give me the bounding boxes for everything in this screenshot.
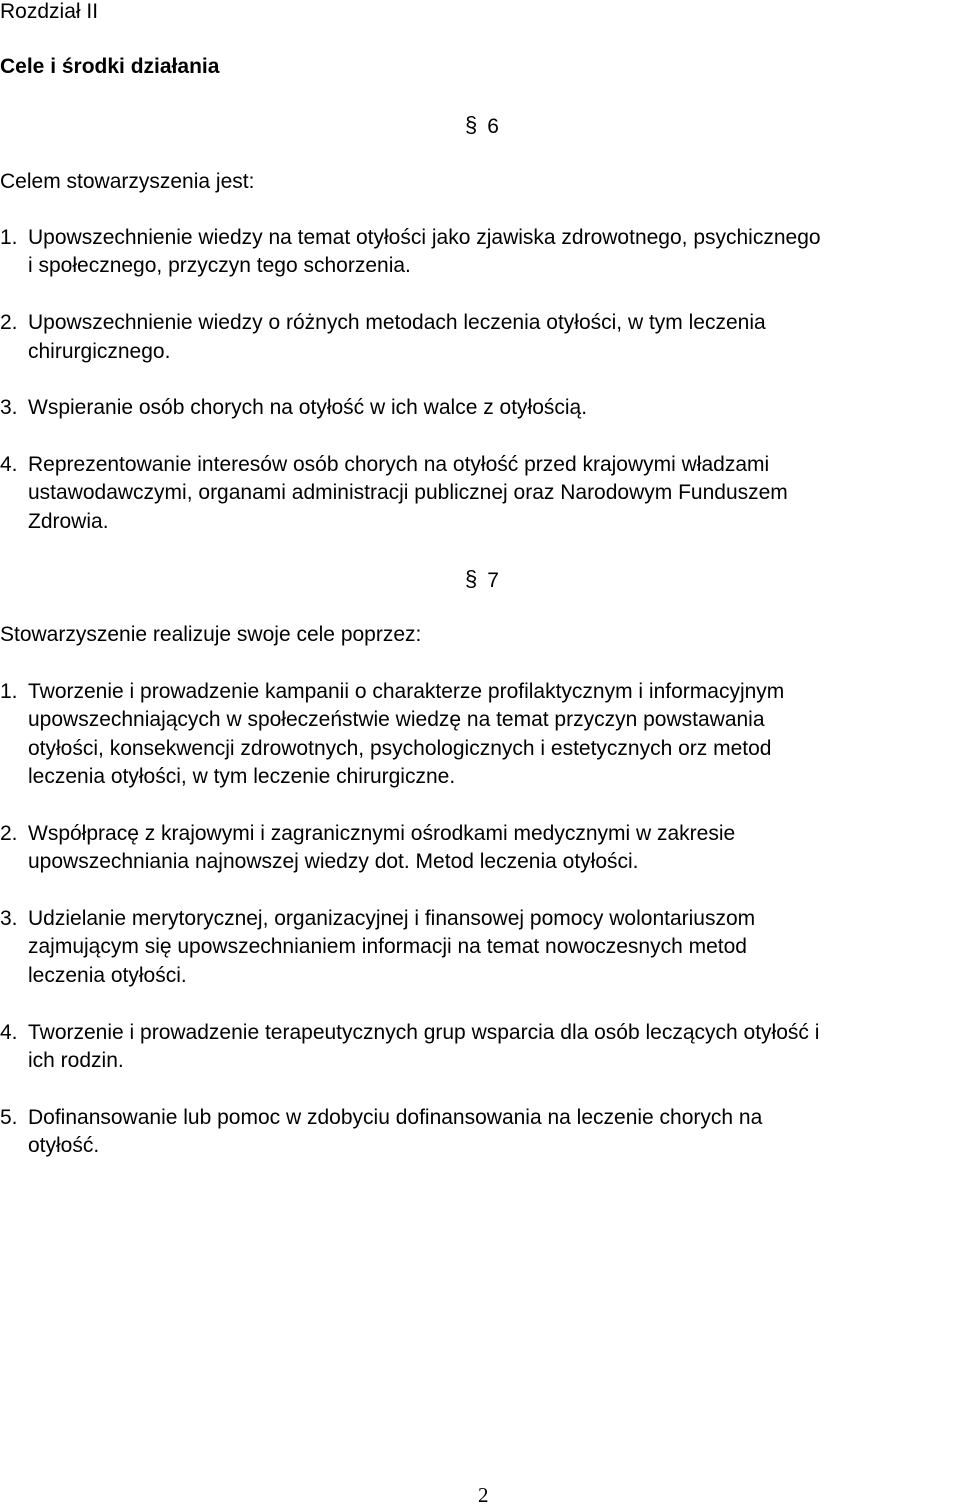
list-item-line: Zdrowia. xyxy=(28,510,109,533)
section-6-heading xyxy=(465,113,499,139)
list-item-line: Współpracę z krajowymi i zagranicznymi ośrodkami medycznymi w zakresie xyxy=(28,822,736,845)
section-7-number: 7 xyxy=(487,569,499,592)
list-item-line: ustawodawczymi, organami administracji publicznej oraz Narodowym Funduszem xyxy=(28,481,788,504)
list-item-number: 5. xyxy=(0,1106,18,1129)
list-item-number: 3. xyxy=(0,907,18,930)
list-item-line: Upowszechnienie wiedzy o różnych metodach leczenia otyłości, w tym leczenia xyxy=(28,311,766,334)
list-item-line: leczenia otyłości, w tym leczenie chirurgiczne. xyxy=(28,765,456,788)
list-item-line: otyłość. xyxy=(28,1134,100,1157)
list-item-number: 2. xyxy=(0,311,18,334)
list-item-line: ich rodzin. xyxy=(28,1049,124,1072)
chapter-title: Cele i środki działania xyxy=(0,55,220,78)
list-item-number: 3. xyxy=(0,396,18,419)
list-item-line: Tworzenie i prowadzenie kampanii o charakterze profilaktycznym i informacyjnym xyxy=(28,680,785,703)
list-item-number: 1. xyxy=(0,226,18,249)
list-item-line: Upowszechnienie wiedzy na temat otyłości jako zjawiska zdrowotnego, psychicznego xyxy=(28,226,821,249)
section-6-intro: Celem stowarzyszenia jest: xyxy=(0,170,255,193)
list-item-line: Wspieranie osób chorych na otyłość w ich walce z otyłością. xyxy=(28,396,588,419)
list-item-line: upowszechniających w społeczeństwie wiedzę na temat przyczyn powstawania xyxy=(28,708,765,731)
list-item-line: leczenia otyłości. xyxy=(28,964,187,987)
list-item-number: 4. xyxy=(0,453,18,476)
list-item-number: 2. xyxy=(0,822,18,845)
list-item-line: chirurgicznego. xyxy=(28,340,171,363)
list-item-line: i społecznego, przyczyn tego schorzenia. xyxy=(28,254,411,277)
page-number: 2 xyxy=(478,1483,489,1507)
list-item-line: Reprezentowanie interesów osób chorych na otyłość przed krajowymi władzami xyxy=(28,453,770,476)
list-item-number: 1. xyxy=(0,680,18,703)
list-item-line: Tworzenie i prowadzenie terapeutycznych grup wsparcia dla osób leczących otyłość i xyxy=(28,1021,820,1044)
section-7-symbol: § xyxy=(465,566,478,591)
list-item-line: Udzielanie merytorycznej, organizacyjnej i finansowej pomocy wolontariuszom xyxy=(28,907,756,930)
list-item-line: otyłości, konsekwencji zdrowotnych, psychologicznych i estetycznych orz metod xyxy=(28,737,772,760)
list-item-line: zajmującym się upowszechnianiem informacji na temat nowoczesnych metod xyxy=(28,935,747,958)
list-item-line: upowszechniania najnowszej wiedzy dot. Metod leczenia otyłości. xyxy=(28,850,639,873)
chapter-heading: Rozdział II xyxy=(0,0,99,23)
section-7-heading xyxy=(465,567,499,593)
section-6-symbol: § xyxy=(465,112,478,137)
list-item-line: Dofinansowanie lub pomoc w zdobyciu dofinansowania na leczenie chorych na xyxy=(28,1106,763,1129)
section-7-intro: Stowarzyszenie realizuje swoje cele poprzez: xyxy=(0,623,422,646)
list-item-number: 4. xyxy=(0,1021,18,1044)
section-6-number: 6 xyxy=(487,115,499,138)
